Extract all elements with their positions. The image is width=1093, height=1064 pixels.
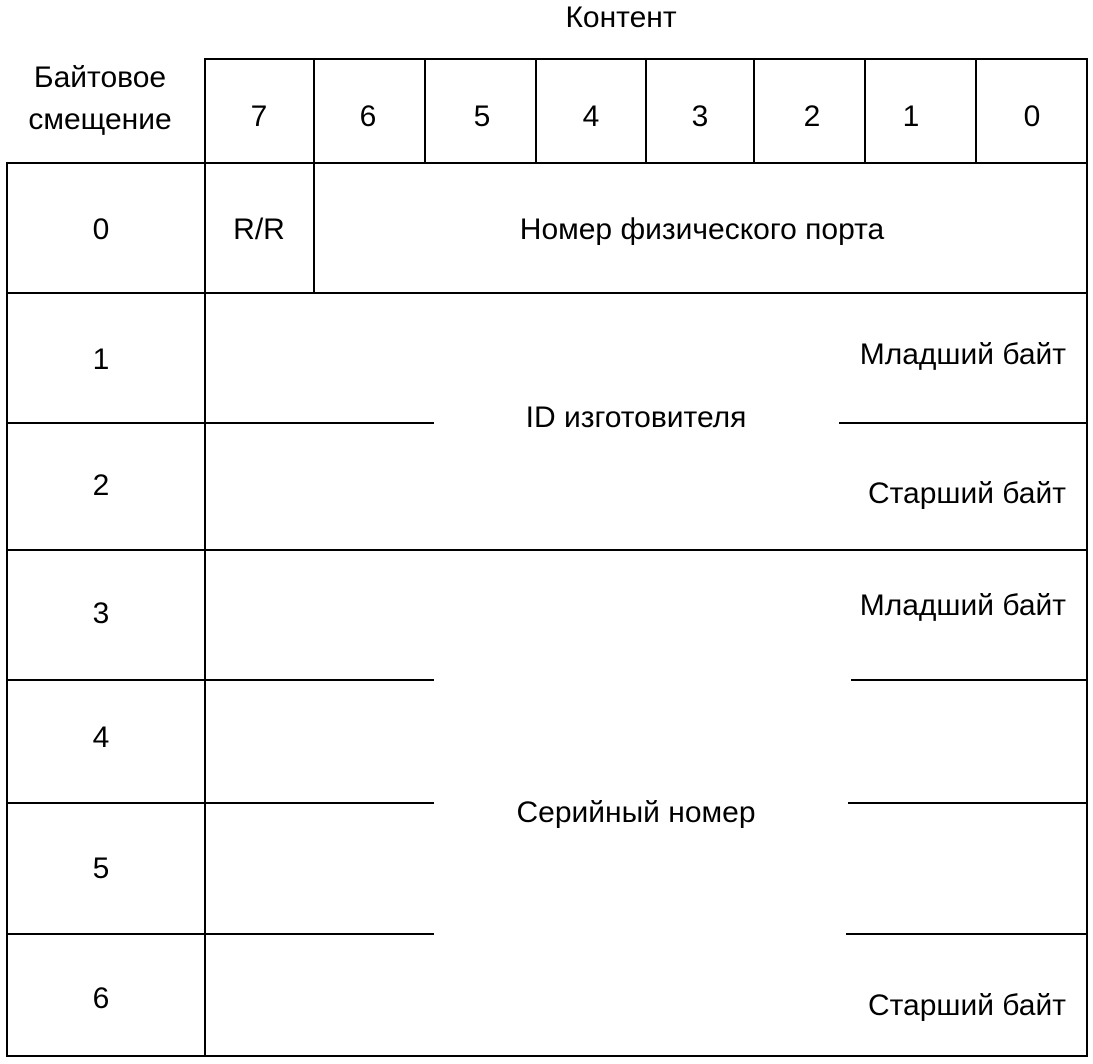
offset-4: 4 [92,721,110,754]
grid-line [839,422,1088,424]
offset-title-line1: Байтовое [33,61,167,94]
grid-line [753,58,755,164]
grid-line [864,58,866,164]
bit-label-7: 7 [250,100,268,133]
grid-line [6,933,434,935]
bit-label-0: 0 [1023,100,1041,133]
offset-2: 2 [92,469,110,502]
bit-label-5: 5 [473,100,491,133]
grid-line [6,549,1088,551]
grid-line [645,58,647,164]
grid-line [424,58,426,164]
grid-line [6,679,434,681]
offset-5: 5 [92,852,110,885]
serial-high-byte: Старший байт [867,989,1066,1022]
grid-line [975,58,977,164]
grid-line [848,802,1088,804]
grid-line [6,162,8,1057]
grid-line [846,933,1088,935]
bit-label-1: 1 [902,100,920,133]
grid-line [6,1055,1088,1057]
serial-low-byte: Младший байт [859,589,1066,622]
content-title: Контент [565,1,677,34]
offset-1: 1 [92,343,110,376]
offset-6: 6 [92,982,110,1015]
bit-label-4: 4 [582,100,600,133]
grid-line [6,802,434,804]
vendor-id-label: ID изготовителя [525,401,747,434]
serial-number-label: Серийный номер [516,796,756,829]
grid-line [6,422,434,424]
offset-title-line2: смещение [28,103,172,136]
grid-line [313,58,315,292]
physical-port-number: Номер физического порта [519,213,885,246]
offset-3: 3 [92,597,110,630]
bit-label-6: 6 [359,100,377,133]
grid-line [6,292,1088,294]
vendor-id-low-byte: Младший байт [859,338,1066,371]
grid-line [1086,58,1088,1057]
rr-flag: R/R [233,213,285,246]
grid-line [6,162,1088,164]
grid-line [851,679,1088,681]
offset-0: 0 [92,213,110,246]
bit-label-2: 2 [803,100,821,133]
vendor-id-high-byte: Старший байт [867,477,1066,510]
grid-line [535,58,537,164]
bit-label-3: 3 [691,100,709,133]
grid-line [204,58,206,1057]
